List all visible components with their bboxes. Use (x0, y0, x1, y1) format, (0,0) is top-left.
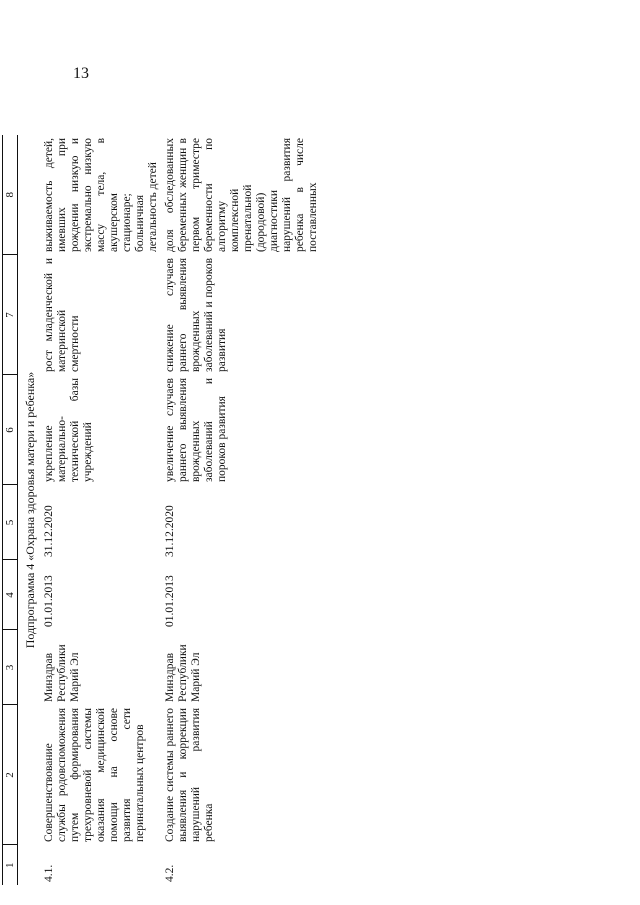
measure-name: Совершенствование службы родовспоможения путем формирования трехуровневой системы оказания медицинской помощи на основе развития сети перинатальных центров (43, 708, 146, 842)
column-number-row (3, 135, 18, 885)
subprogram-title: Подпрограмма 4 «Охрана здоровья матери и ребенка» (23, 371, 37, 649)
indicator: доля обследованных беременных женщин в первом триместре беременности по алгоритму комплексной пренатальной (дородовой) диагностики нарушений развития ребенка в числе поставленных (164, 138, 319, 252)
consequences: рост младенческой и материнской смертности (43, 258, 81, 372)
end-date: 31.12.2020 (43, 505, 55, 557)
col-header-2: 2 (3, 705, 18, 845)
expected-result: укрепление материально-технической базы учреждений (43, 378, 94, 482)
expected-result: увеличение случаев раннего выявления врожденных заболеваний и пороков развития (164, 378, 228, 482)
start-date: 01.01.2013 (164, 575, 176, 627)
executor: Минздрав Республики Марий Эл (164, 644, 202, 702)
col-header-1: 1 (3, 845, 18, 885)
indicator: выживаемость детей, имевших при рождении низкую и экстремально низкую массу тела, в акушерском стационаре; больничная летальность детей (43, 138, 159, 252)
consequences: снижение случаев раннего выявления врожденных заболеваний и пороков развития (164, 258, 228, 372)
table-row (162, 135, 322, 885)
end-date: 31.12.2020 (164, 505, 176, 557)
row-number: 4.2. (164, 864, 176, 882)
col-header-4: 4 (3, 560, 18, 630)
row-number: 4.1. (43, 864, 55, 882)
subprogram-row (18, 135, 42, 885)
table-row (41, 135, 162, 885)
col-header-7: 7 (3, 255, 18, 375)
start-date: 01.01.2013 (43, 575, 55, 627)
col-header-5: 5 (3, 485, 18, 560)
executor: Минздрав Республики Марий Эл (43, 644, 81, 702)
col-header-3: 3 (3, 630, 18, 705)
col-header-8: 8 (3, 135, 18, 255)
measure-name: Создание системы раннего выявления и коррекции нарушений развития ребенка (164, 708, 215, 842)
col-header-6: 6 (3, 375, 18, 485)
program-table (2, 135, 322, 885)
page-number: 13 (73, 65, 89, 82)
